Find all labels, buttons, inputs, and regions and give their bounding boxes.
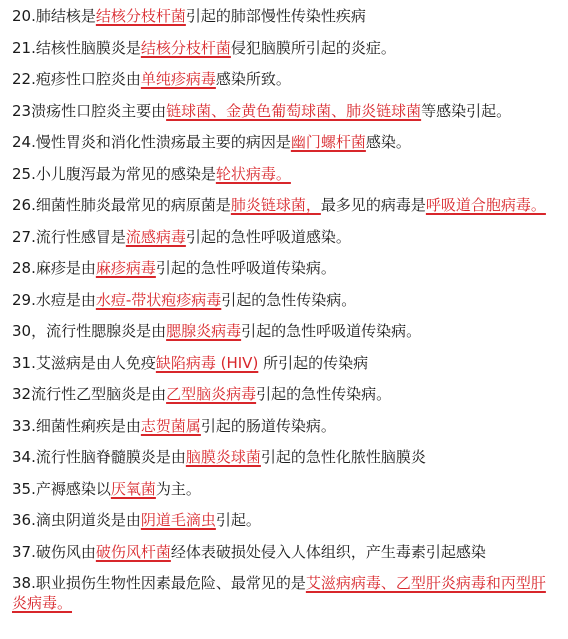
highlighted-term: 呼吸道合胞病毒。: [425, 196, 546, 214]
highlighted-term: 厌氧菌: [110, 479, 156, 498]
note-line: [12, 38, 556, 58]
highlighted-term: 结核分枝杆菌: [140, 38, 231, 57]
note-line: [12, 164, 556, 184]
highlighted-term: 阴道毛滴虫: [140, 511, 216, 529]
note-text: 37.破伤风由: [12, 542, 96, 561]
note-text: 引起的急性传染病。: [221, 290, 357, 309]
note-text: 25.小儿腹泻最为常见的感染是: [12, 164, 216, 183]
note-text: 34.流行性脑脊髓膜炎是由: [12, 448, 186, 466]
note-text: 侵犯脑膜所引起的炎症。: [230, 38, 396, 57]
highlighted-term: 单纯疹病毒: [140, 70, 216, 88]
note-text: 30，流行性腮腺炎是由: [12, 322, 167, 340]
note-line: [12, 69, 556, 89]
note-text: 21.结核性脑膜炎是: [12, 38, 141, 57]
note-line: [12, 447, 556, 467]
highlighted-term: 乙型脑炎病毒: [166, 385, 257, 403]
note-text: 35.产褥感染以: [12, 479, 111, 498]
note-text: 20.肺结核是: [12, 7, 96, 25]
note-text: 所引起的传染病: [258, 353, 369, 372]
note-text: 引起的肺部慢性传染性疾病: [185, 7, 366, 25]
highlighted-term: 肺炎链球菌，: [230, 196, 321, 214]
note-text: 引起的急性化脓性脑膜炎: [260, 448, 426, 466]
note-text: 经体表破损处侵入人体组织，产生毒素引起感染: [170, 542, 486, 561]
note-line: [12, 227, 556, 247]
note-line: [12, 353, 556, 373]
note-text: 引起的急性传染病。: [256, 385, 392, 403]
highlighted-term: 轮状病毒。: [215, 164, 291, 183]
note-text: 最多见的病毒是: [320, 196, 426, 214]
note-line: [12, 6, 556, 26]
note-line: [12, 132, 556, 152]
highlighted-term: 流感病毒: [125, 227, 186, 246]
note-text: 33.细菌性痢疾是由: [12, 416, 141, 435]
note-line: [12, 479, 556, 499]
note-text: 22.疱疹性口腔炎由: [12, 70, 141, 88]
highlighted-term: 脑膜炎球菌: [185, 448, 261, 466]
highlighted-term: 幽门螺杆菌: [290, 133, 366, 151]
note-text: 23溃疡性口腔炎主要由: [12, 101, 167, 120]
highlighted-term: 结核分枝杆菌: [95, 7, 186, 25]
highlighted-term: 麻疹病毒: [95, 259, 156, 277]
note-text: 引起的急性呼吸道传染病。: [155, 259, 336, 277]
highlighted-term: 艾滋病病毒、乙型肝炎病毒和丙型肝炎病毒。: [12, 574, 546, 612]
note-line: [12, 195, 556, 215]
note-line: [12, 416, 556, 436]
note-text: 等感染引起。: [421, 101, 512, 120]
highlighted-term: 志贺菌属: [140, 416, 201, 435]
highlighted-term: 腮腺炎病毒: [166, 322, 242, 340]
note-text: 31.艾滋病是由人免疫: [12, 353, 156, 372]
note-text: 28.麻疹是由: [12, 259, 96, 277]
note-text: 26.细菌性肺炎最常见的病原菌是: [12, 196, 231, 214]
note-text: 38.职业损伤生物性因素最危险、最常见的是: [12, 574, 306, 592]
highlighted-term: 缺陷病毒 (HIV): [155, 353, 259, 372]
note-line: [12, 573, 556, 613]
note-text: 为主。: [155, 479, 201, 498]
highlighted-term: 水痘-带状疱疹病毒: [95, 290, 222, 309]
note-line: [12, 542, 556, 562]
note-text: 32流行性乙型脑炎是由: [12, 385, 167, 403]
note-line: [12, 101, 556, 121]
highlighted-term: 链球菌、金黄色葡萄球菌、肺炎链球菌: [166, 101, 422, 120]
note-text: 感染。: [365, 133, 411, 151]
note-line: [12, 258, 556, 278]
note-text: 29.水痘是由: [12, 290, 96, 309]
highlighted-term: 破伤风杆菌: [95, 542, 171, 561]
note-line: [12, 384, 556, 404]
note-text: 引起的急性呼吸道传染病。: [241, 322, 422, 340]
note-line: [12, 321, 556, 341]
note-line: [12, 510, 556, 530]
note-text: 27.流行性感冒是: [12, 227, 126, 246]
note-text: 引起的肠道传染病。: [200, 416, 336, 435]
note-text: 引起。: [215, 511, 261, 529]
note-text: 感染所致。: [215, 70, 291, 88]
note-text: 24.慢性胃炎和消化性溃疡最主要的病因是: [12, 133, 291, 151]
note-text: 36.滴虫阴道炎是由: [12, 511, 141, 529]
note-line: [12, 290, 556, 310]
note-text: 引起的急性呼吸道感染。: [185, 227, 351, 246]
